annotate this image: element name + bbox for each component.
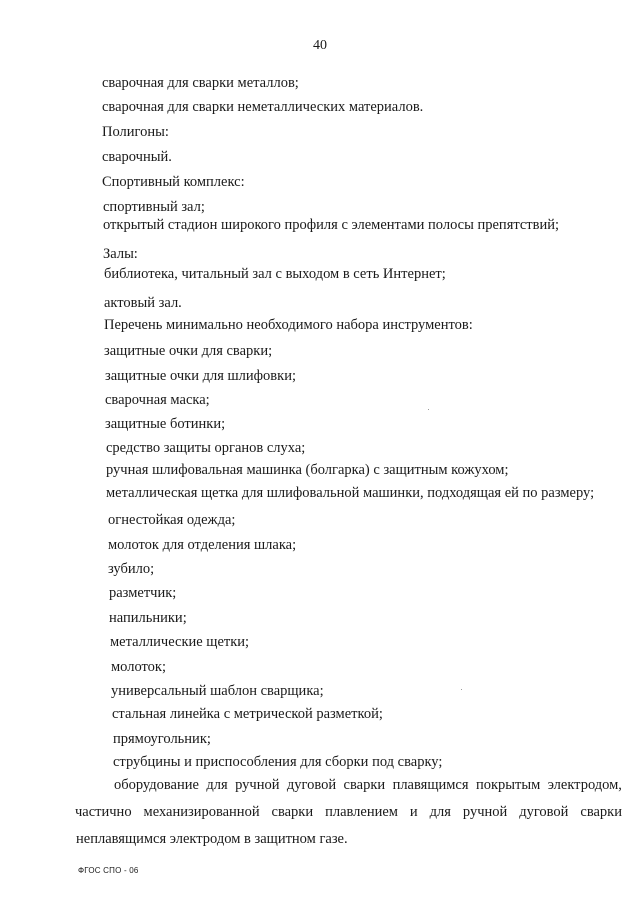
- list-item: стальная линейка с метрической разметкой;: [112, 706, 383, 722]
- list-item: прямоугольник;: [113, 731, 211, 747]
- page-number: 40: [313, 38, 327, 53]
- list-item: открытый стадион широкого профиля с элементами полосы препятствий;: [103, 217, 560, 233]
- list-item: спортивный зал;: [103, 199, 205, 215]
- list-item: металлические щетки;: [110, 634, 250, 650]
- list-item: сварочная для сварки металлов;: [102, 75, 299, 91]
- list-item: разметчик;: [109, 585, 177, 601]
- footer-text: ФГОС СПО - 06: [78, 866, 139, 875]
- list-item: сварочный.: [102, 149, 172, 165]
- paragraph-line: неплавящимся электродом в защитном газе.: [76, 831, 348, 847]
- list-item: универсальный шаблон сварщика;: [111, 683, 324, 699]
- list-item: средство защиты органов слуха;: [106, 440, 306, 456]
- list-item: струбцины и приспособления для сборки под сварку;: [113, 754, 443, 770]
- paragraph-line: частично механизированной сварки плавлением и для ручной дуговой сварки: [75, 804, 622, 820]
- list-item: зубило;: [108, 561, 155, 577]
- list-item: защитные очки для шлифовки;: [105, 368, 296, 384]
- section-heading: Спортивный комплекс:: [102, 174, 245, 190]
- list-item: защитные очки для сварки;: [104, 343, 273, 359]
- list-item: актовый зал.: [104, 295, 182, 311]
- paragraph-line: оборудование для ручной дуговой сварки плавящимся покрытым электродом,: [114, 777, 622, 793]
- list-item: ручная шлифовальная машинка (болгарка) с защитным кожухом;: [106, 462, 509, 478]
- list-item: сварочная для сварки неметаллических материалов.: [102, 99, 424, 115]
- section-heading: Перечень минимально необходимого набора инструментов:: [104, 317, 473, 333]
- section-heading: Залы:: [103, 246, 138, 262]
- list-item: напильники;: [109, 610, 187, 626]
- list-item: библиотека, читальный зал с выходом в сеть Интернет;: [104, 266, 446, 282]
- list-item: молоток;: [111, 659, 166, 675]
- list-item: сварочная маска;: [105, 392, 210, 408]
- list-item: защитные ботинки;: [105, 416, 226, 432]
- list-item: огнестойкая одежда;: [108, 512, 236, 528]
- section-heading: Полигоны:: [102, 124, 169, 140]
- scan-speck: [428, 409, 429, 410]
- list-item: молоток для отделения шлака;: [108, 537, 297, 553]
- scan-speck: [461, 689, 462, 690]
- list-item: металлическая щетка для шлифовальной машинки, подходящая ей по размеру;: [106, 485, 595, 501]
